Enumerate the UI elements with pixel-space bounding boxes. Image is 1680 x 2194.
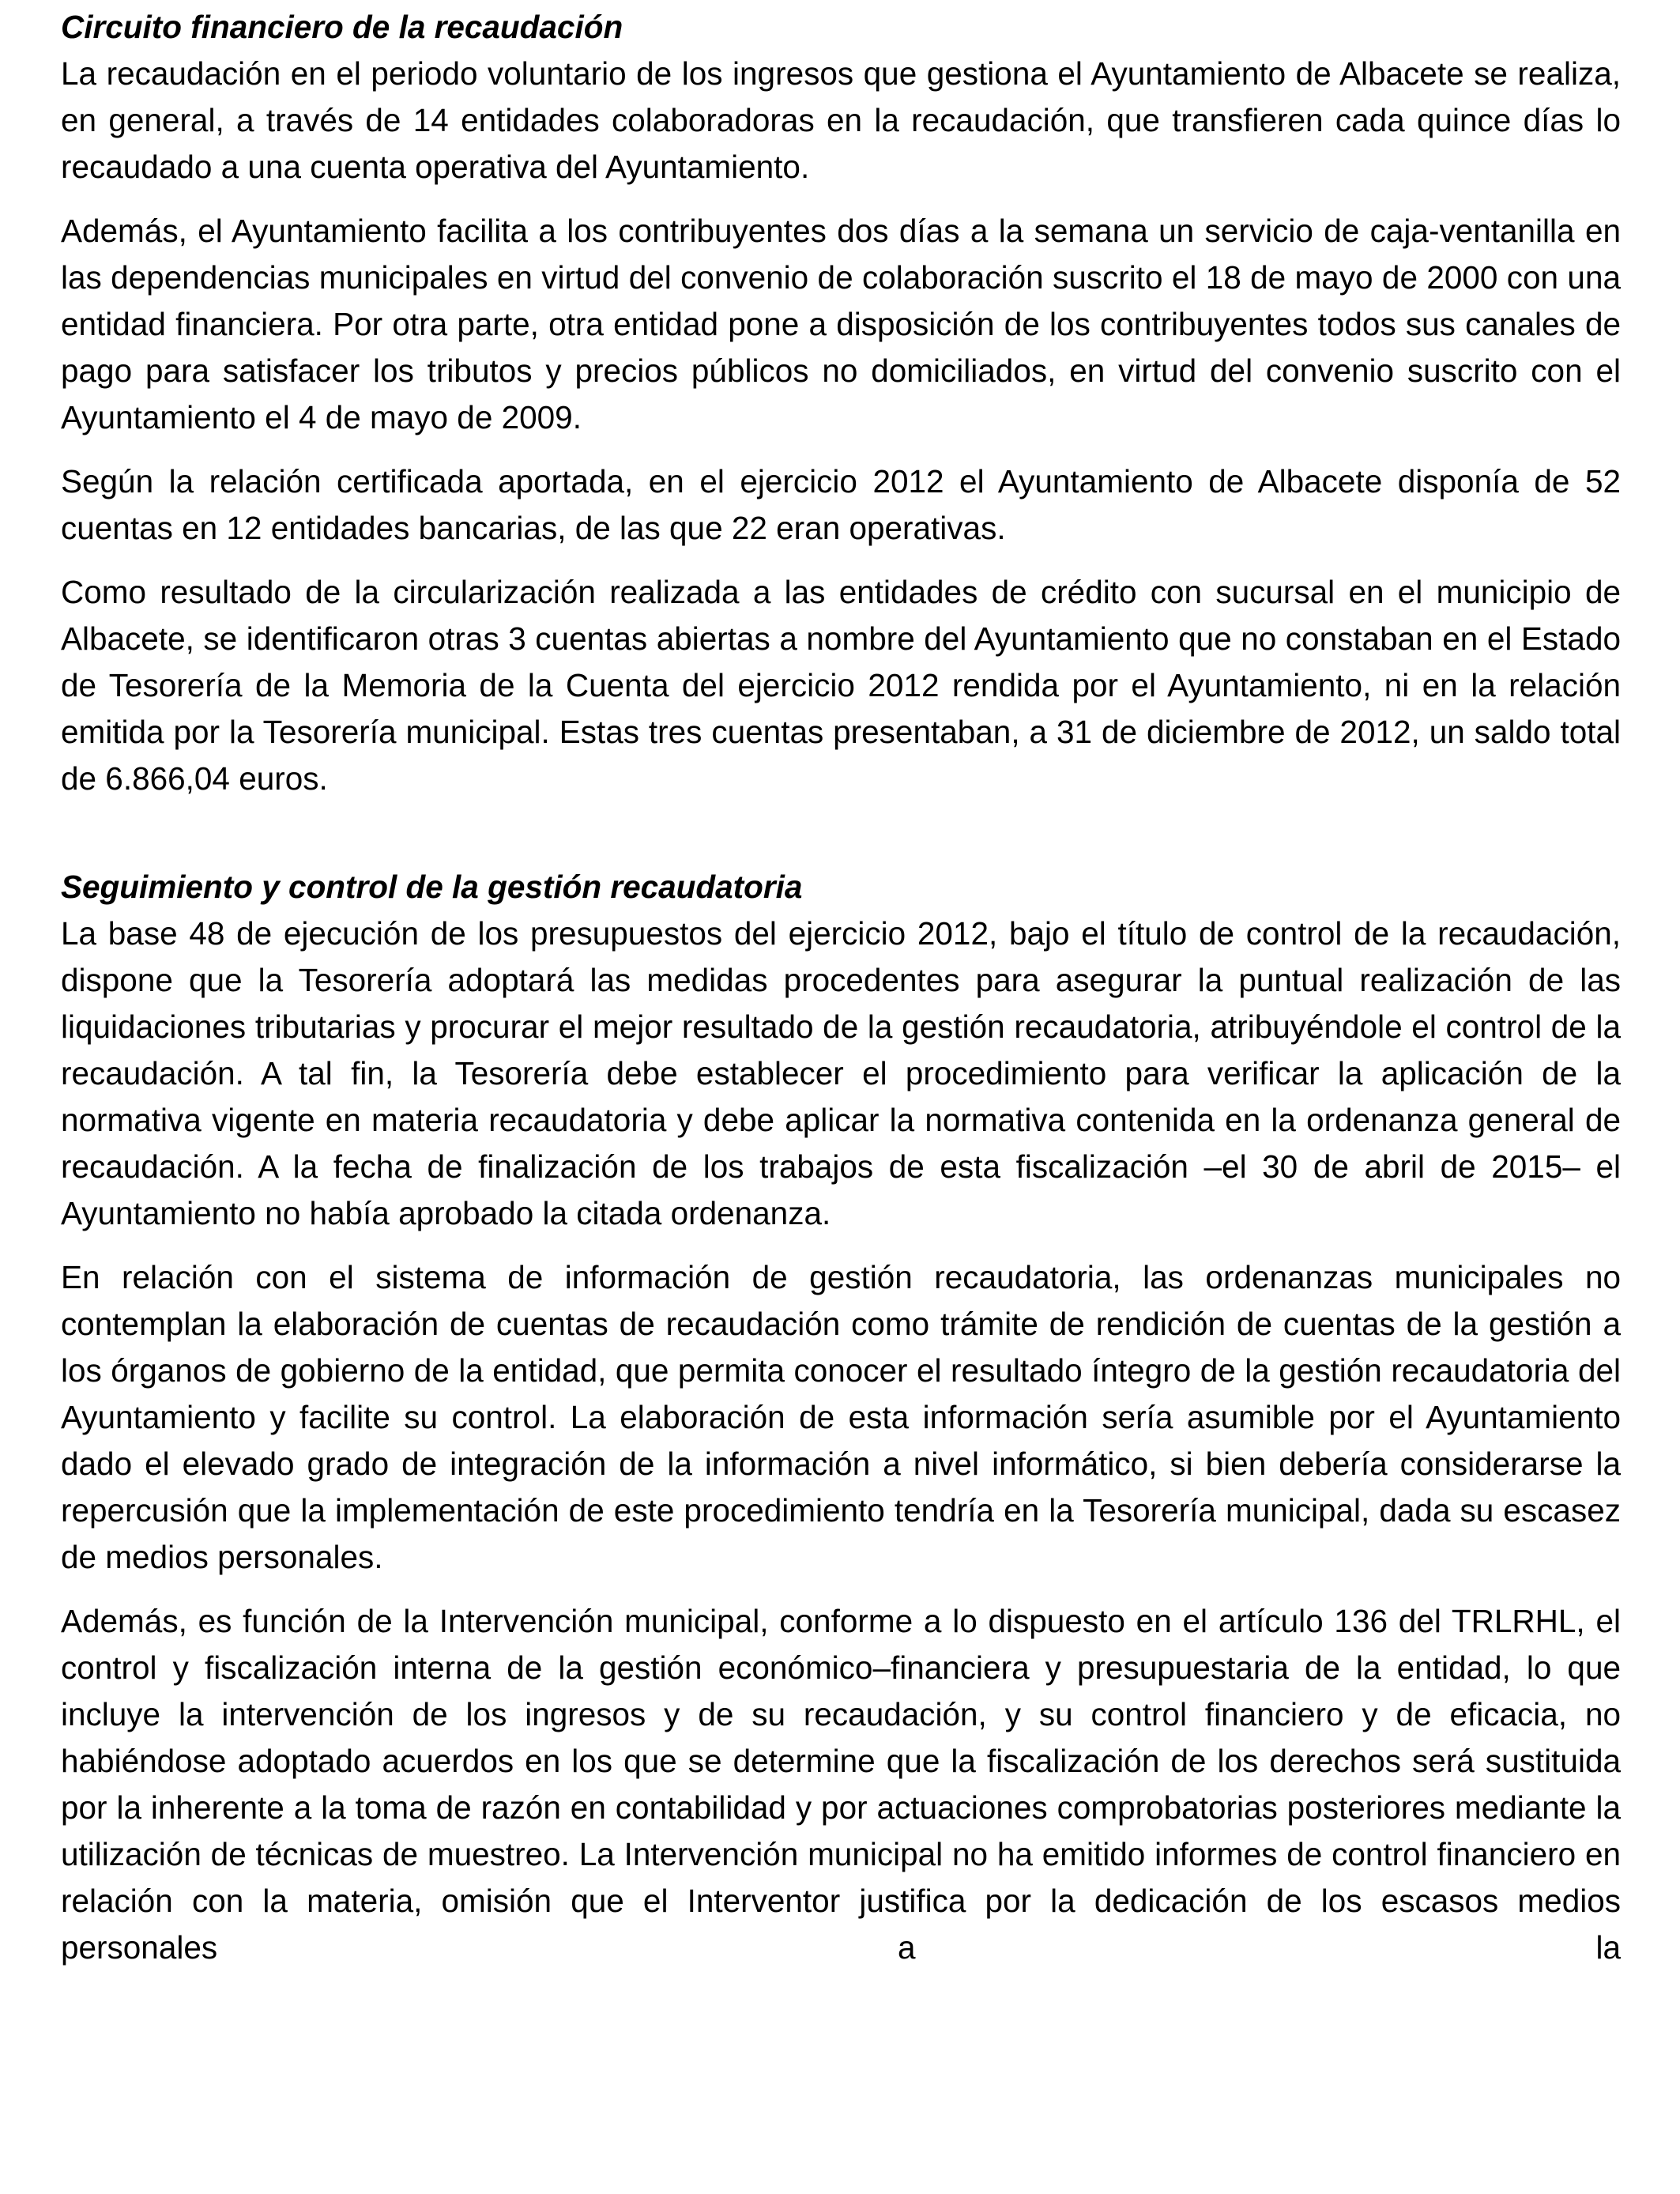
section-title-circuito: Circuito financiero de la recaudación (61, 9, 623, 45)
section-title-seguimiento: Seguimiento y control de la gestión recaudatoria (61, 869, 803, 905)
document-page (61, 0, 1621, 1971)
paragraph: Como resultado de la circularización realizada a las entidades de crédito con sucursal en el municipio de Albacete, se identificaron otras 3 cuentas abiertas a nombre del Ayuntamiento que no constaban en el Estado de Tesorería de la Memoria de la Cuenta del ejercicio 2012 rendida por el Ayuntamiento, ni en la relación emitida por la Tesorería municipal. Estas tres cuentas presentaban, a 31 de diciembre de 2012, un saldo total de 6.866,04 euros. (61, 574, 1621, 797)
paragraph: Además, es función de la Intervención municipal, conforme a lo dispuesto en el artículo 136 del TRLRHL, el control y fiscalización interna de la gestión económico–financiera y presupuestaria de la entidad, lo que incluye la intervención de los ingresos y de su recaudación, y su control financiero y de eficacia, no habiéndose adoptado acuerdos en los que se determine que la fiscalización de los derechos será sustituida por la inherente a la toma de razón en contabilidad y por actuaciones comprobatorias posteriores mediante la utilización de técnicas de muestreo. La Intervención municipal no ha emitido informes de control financiero en relación con la materia, omisión que el Interventor justifica por la dedicación de los escasos medios personales a la (61, 1603, 1621, 1966)
paragraph: La base 48 de ejecución de los presupuestos del ejercicio 2012, bajo el título de control de la recaudación, dispone que la Tesorería adoptará las medidas procedentes para asegurar la puntual realización de las liquidaciones tributarias y procurar el mejor resultado de la gestión recaudatoria, atribuyéndole el control de la recaudación. A tal fin, la Tesorería debe establecer el procedimiento para verificar la aplicación de la normativa vigente en materia recaudatoria y debe aplicar la normativa contenida en la ordenanza general de recaudación. A la fecha de finalización de los trabajos de esta fiscalización –el 30 de abril de 2015– el Ayuntamiento no había aprobado la citada ordenanza. (61, 915, 1621, 1231)
paragraph: En relación con el sistema de información de gestión recaudatoria, las ordenanzas municipales no contemplan la elaboración de cuentas de recaudación como trámite de rendición de cuentas de la gestión a los órganos de gobierno de la entidad, que permita conocer el resultado íntegro de la gestión recaudatoria del Ayuntamiento y facilite su control. La elaboración de esta información sería asumible por el Ayuntamiento dado el elevado grado de integración de la información a nivel informático, si bien debería considerarse la repercusión que la implementación de este procedimiento tendría en la Tesorería municipal, dada su escasez de medios personales. (61, 1259, 1621, 1575)
paragraph: La recaudación en el periodo voluntario de los ingresos que gestiona el Ayuntamiento de Albacete se realiza, en general, a través de 14 entidades colaboradoras en la recaudación, que transfieren cada quince días lo recaudado a una cuenta operativa del Ayuntamiento. (61, 55, 1621, 185)
paragraph: Además, el Ayuntamiento facilita a los contribuyentes dos días a la semana un servicio de caja-ventanilla en las dependencias municipales en virtud del convenio de colaboración suscrito el 18 de mayo de 2000 con una entidad financiera. Por otra parte, otra entidad pone a disposición de los contribuyentes todos sus canales de pago para satisfacer los tributos y precios públicos no domiciliados, en virtud del convenio suscrito con el Ayuntamiento el 4 de mayo de 2009. (61, 213, 1621, 435)
paragraph: Según la relación certificada aportada, en el ejercicio 2012 el Ayuntamiento de Albacete disponía de 52 cuentas en 12 entidades bancarias, de las que 22 eran operativas. (61, 463, 1621, 546)
